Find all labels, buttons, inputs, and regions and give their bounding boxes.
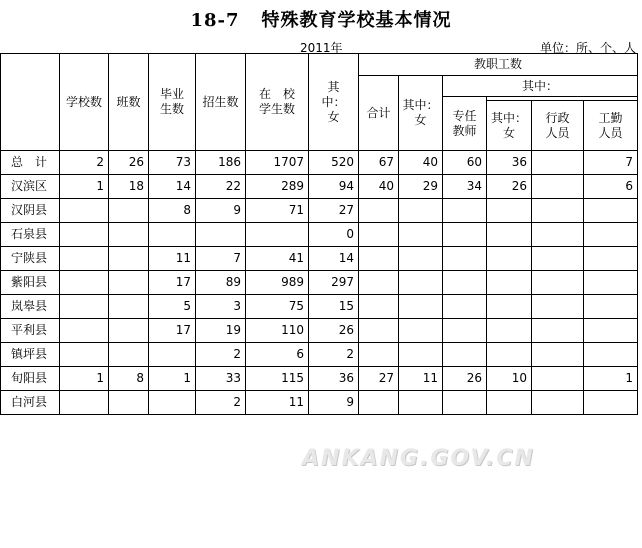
table-cell: 40 — [399, 151, 443, 175]
table-row — [1, 247, 638, 271]
table-cell: 36 — [487, 151, 532, 175]
table-cell: 94 — [309, 175, 359, 199]
table-cell: 0 — [309, 223, 359, 247]
table-cell: 1707 — [246, 151, 309, 175]
table-cell: 520 — [309, 151, 359, 175]
table-cell — [60, 343, 109, 367]
table-cell — [532, 319, 584, 343]
table-cell: 34 — [443, 175, 487, 199]
table-cell: 27 — [359, 367, 399, 391]
table-cell — [196, 223, 246, 247]
table-cell: 17 — [149, 271, 196, 295]
header-staff-female: 其中：女 — [399, 76, 443, 151]
table-cell — [487, 199, 532, 223]
header-enrolled: 招生数 — [196, 54, 246, 151]
watermark: ANKANG.GOV.CN — [302, 446, 535, 471]
row-label: 紫阳县 — [1, 271, 60, 295]
header-teachers-female: 其中：女 — [487, 101, 532, 151]
table-cell: 36 — [309, 367, 359, 391]
table-cell: 7 — [196, 247, 246, 271]
table-cell: 26 — [443, 367, 487, 391]
table-cell — [532, 151, 584, 175]
table-cell — [443, 223, 487, 247]
table-cell — [359, 223, 399, 247]
table-cell — [532, 175, 584, 199]
table-cell — [532, 343, 584, 367]
table-cell — [109, 223, 149, 247]
table-cell — [487, 319, 532, 343]
header-workers: 工勤人员 — [584, 101, 638, 151]
table-cell — [584, 319, 638, 343]
table-cell — [487, 247, 532, 271]
table-row — [1, 223, 638, 247]
table-cell: 2 — [196, 343, 246, 367]
table-cell: 2 — [309, 343, 359, 367]
header-students: 在 校学生数 — [246, 54, 309, 151]
table-cell — [584, 247, 638, 271]
row-label: 总 计 — [1, 151, 60, 175]
table-cell: 22 — [196, 175, 246, 199]
table-cell — [487, 271, 532, 295]
table-cell — [399, 247, 443, 271]
table-cell — [399, 271, 443, 295]
table-cell — [532, 367, 584, 391]
table-row — [1, 199, 638, 223]
table-row — [1, 391, 638, 415]
table-cell: 17 — [149, 319, 196, 343]
table-cell — [487, 295, 532, 319]
table-cell — [532, 271, 584, 295]
table-cell: 11 — [246, 391, 309, 415]
table-cell: 1 — [60, 175, 109, 199]
table-cell — [532, 391, 584, 415]
table-cell: 29 — [399, 175, 443, 199]
table-cell — [359, 199, 399, 223]
table-cell — [584, 271, 638, 295]
row-label: 白河县 — [1, 391, 60, 415]
unit-label: 单位：所、个、人 — [539, 41, 636, 55]
header-staff-group: 教职工数 — [359, 54, 638, 76]
header-classes: 班数 — [109, 54, 149, 151]
table-cell: 8 — [149, 199, 196, 223]
table-cell: 14 — [309, 247, 359, 271]
table-cell — [399, 223, 443, 247]
table-cell: 1 — [60, 367, 109, 391]
table-row — [1, 175, 638, 199]
table-cell — [60, 319, 109, 343]
table-cell — [399, 319, 443, 343]
table-cell — [584, 223, 638, 247]
table-cell — [359, 391, 399, 415]
header-of-which: 其中： — [443, 76, 638, 97]
table-cell — [399, 391, 443, 415]
table-title — [0, 6, 642, 32]
table-row — [1, 367, 638, 391]
header-admin: 行政人员 — [532, 101, 584, 151]
table-cell — [149, 223, 196, 247]
table-cell — [443, 295, 487, 319]
table-cell — [443, 391, 487, 415]
row-label: 宁陕县 — [1, 247, 60, 271]
table-cell: 26 — [109, 151, 149, 175]
header-schools: 学校数 — [60, 54, 109, 151]
table-cell: 10 — [487, 367, 532, 391]
header-teachers: 专任教师 — [443, 97, 487, 151]
table-cell — [359, 319, 399, 343]
title-number: 18-7 — [190, 10, 240, 31]
table-cell: 110 — [246, 319, 309, 343]
table-cell: 2 — [196, 391, 246, 415]
table-cell — [60, 199, 109, 223]
table-cell — [443, 343, 487, 367]
table-cell — [487, 391, 532, 415]
table-cell — [60, 271, 109, 295]
table-cell: 15 — [309, 295, 359, 319]
table-cell — [532, 223, 584, 247]
table-cell: 60 — [443, 151, 487, 175]
table-cell: 289 — [246, 175, 309, 199]
table-cell — [109, 295, 149, 319]
table-cell — [584, 295, 638, 319]
table-cell — [399, 343, 443, 367]
table-cell: 7 — [584, 151, 638, 175]
table-cell: 297 — [309, 271, 359, 295]
table-cell: 9 — [196, 199, 246, 223]
year-label: 2011年 — [300, 41, 343, 55]
table-cell — [109, 343, 149, 367]
header-blank — [1, 54, 60, 151]
table-cell — [60, 295, 109, 319]
table-cell — [109, 391, 149, 415]
table-cell: 2 — [60, 151, 109, 175]
table-row — [1, 319, 638, 343]
table-cell: 186 — [196, 151, 246, 175]
table-cell: 26 — [309, 319, 359, 343]
table-cell: 27 — [309, 199, 359, 223]
table-row — [1, 343, 638, 367]
table-cell: 11 — [399, 367, 443, 391]
table-cell: 6 — [246, 343, 309, 367]
table-cell: 73 — [149, 151, 196, 175]
table-cell: 40 — [359, 175, 399, 199]
table-cell: 8 — [109, 367, 149, 391]
table-row — [1, 151, 638, 175]
row-label: 汉阴县 — [1, 199, 60, 223]
table-cell — [149, 391, 196, 415]
table-cell — [60, 223, 109, 247]
statistics-table — [0, 53, 638, 415]
table-cell — [359, 247, 399, 271]
table-cell — [487, 343, 532, 367]
table-cell — [532, 247, 584, 271]
table-cell: 14 — [149, 175, 196, 199]
table-cell — [109, 319, 149, 343]
row-label: 岚皋县 — [1, 295, 60, 319]
table-cell: 115 — [246, 367, 309, 391]
table-cell: 33 — [196, 367, 246, 391]
table-cell — [246, 223, 309, 247]
header-graduates: 毕业生数 — [149, 54, 196, 151]
table-cell — [109, 247, 149, 271]
table-cell: 6 — [584, 175, 638, 199]
table-cell — [399, 295, 443, 319]
row-label: 镇坪县 — [1, 343, 60, 367]
table-cell: 67 — [359, 151, 399, 175]
table-cell: 19 — [196, 319, 246, 343]
table-cell — [532, 295, 584, 319]
header-staff-total: 合计 — [359, 76, 399, 151]
table-cell: 9 — [309, 391, 359, 415]
table-cell — [584, 343, 638, 367]
table-cell: 1 — [584, 367, 638, 391]
table-cell — [109, 199, 149, 223]
row-label: 汉滨区 — [1, 175, 60, 199]
table-cell: 3 — [196, 295, 246, 319]
table-cell — [584, 391, 638, 415]
table-cell — [359, 271, 399, 295]
table-cell — [60, 391, 109, 415]
table-row — [1, 295, 638, 319]
table-cell: 1 — [149, 367, 196, 391]
table-cell: 5 — [149, 295, 196, 319]
table-cell — [443, 271, 487, 295]
row-label: 旬阳县 — [1, 367, 60, 391]
table-cell: 11 — [149, 247, 196, 271]
table-cell — [60, 247, 109, 271]
table-cell: 18 — [109, 175, 149, 199]
table-cell: 71 — [246, 199, 309, 223]
table-cell: 75 — [246, 295, 309, 319]
table-cell: 26 — [487, 175, 532, 199]
table-cell — [359, 295, 399, 319]
table-cell: 41 — [246, 247, 309, 271]
table-cell: 989 — [246, 271, 309, 295]
title-text: 特殊教育学校基本情况 — [261, 10, 452, 31]
table-cell — [399, 199, 443, 223]
row-label: 石泉县 — [1, 223, 60, 247]
table-cell — [443, 199, 487, 223]
table-cell: 89 — [196, 271, 246, 295]
header-female: 其中：女 — [309, 54, 359, 151]
table-cell — [532, 199, 584, 223]
table-cell — [109, 271, 149, 295]
table-cell — [149, 343, 196, 367]
row-label: 平利县 — [1, 319, 60, 343]
table-cell — [487, 223, 532, 247]
table-cell — [584, 199, 638, 223]
table-cell — [359, 343, 399, 367]
table-row — [1, 271, 638, 295]
table-cell — [443, 247, 487, 271]
table-cell — [443, 319, 487, 343]
